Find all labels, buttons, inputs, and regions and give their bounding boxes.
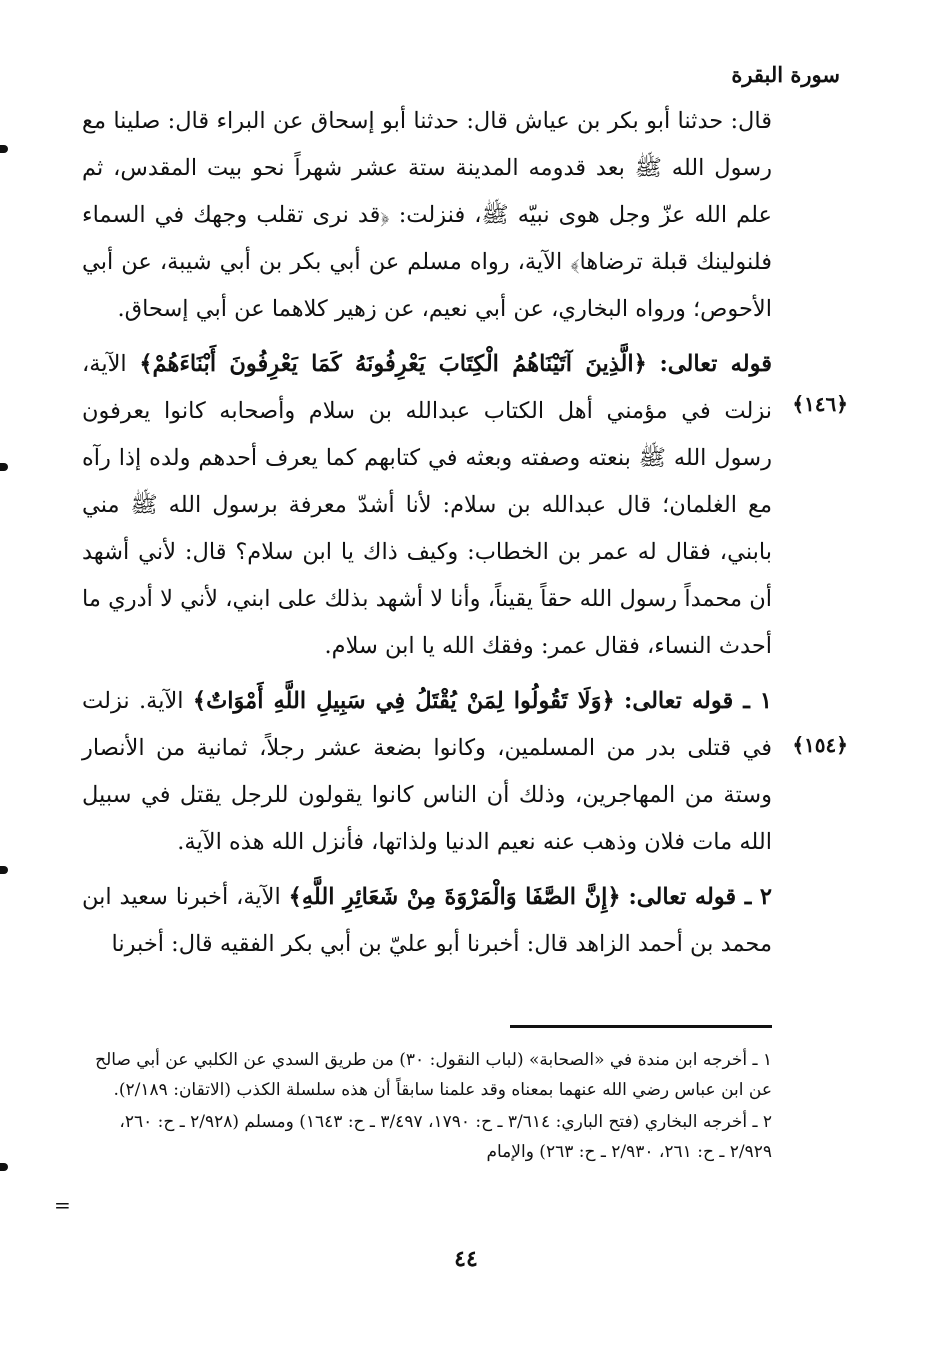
edge-dot-icon [0, 866, 8, 874]
paragraph [82, 678, 772, 866]
paragraph [82, 874, 772, 968]
edge-dot-icon [0, 145, 8, 153]
section-heading: ١ ـ قوله تعالى: [624, 688, 772, 714]
paragraph [82, 98, 772, 333]
continuation-mark: = [54, 1193, 71, 1217]
quran-quote: ﴿الَّذِينَ آتَيْنَاهُمُ الْكِتَابَ يَعْرِفُونَهُ كَمَا يَعْرِفُونَ أَبْنَاءَهُمْ﴾ [139, 351, 647, 377]
edge-dot-icon [0, 463, 8, 471]
running-head: سورة البقرة [731, 62, 840, 87]
paragraph-text: قال: حدثنا أبو بكر بن عياش قال: حدثنا أبو إسحاق عن البراء قال: صلينا مع رسول الله ﷺ بعد قدومه المدينة ستة عشر شهراً نحو بيت المقدس، ثم علم الله عزّ وجل هوى نبيّه ﷺ، فنزلت: ﴿قد نرى تقلب وجهك في السماء فلنولينك قبلة ترضاها﴾ الآية، رواه مسلم عن أبي بكر بن أبي شيبة، عن أبي الأحوص؛ ورواه البخاري، عن أبي نعيم، عن زهير كلاهما عن أبي إسحاق. [82, 108, 772, 322]
main-text [82, 98, 772, 968]
footnotes [82, 1045, 772, 1167]
paragraph-text: الآية، أخبرنا سعيد ابن محمد بن أحمد الزاهد قال: أخبرنا أبو عليّ بن أبي بكر الفقيه قال: أخبرنا [82, 884, 772, 957]
footnote-separator [510, 1025, 772, 1028]
section-heading: ٢ ـ قوله تعالى: [628, 884, 772, 910]
page-number: ٤٤ [454, 1246, 478, 1272]
paragraph [82, 341, 772, 670]
quran-quote: ﴿إِنَّ الصَّفَا وَالْمَرْوَةَ مِنْ شَعَائِرِ اللَّهِ﴾ [288, 884, 621, 910]
verse-number-marker: ﴿١٤٦﴾ [792, 392, 848, 416]
verse-number-marker: ﴿١٥٤﴾ [792, 733, 848, 757]
footnote: ١ ـ أخرجه ابن مندة في «الصحابة» (لباب النقول: ٣٠) من طريق السدي عن الكلبي عن أبي صالح عن ابن عباس رضي الله عنهما بمعناه وقد علمنا سابقاً أن هذه سلسلة الكذب (الاتقان: ٢/١٨٩). [95, 1050, 772, 1100]
paragraph-text: الآية، نزلت في مؤمني أهل الكتاب عبدالله بن سلام وأصحابه كانوا يعرفون رسول الله ﷺ بنعته وصفته وبعثه في كتابهم كما يعرف أحدهم ولده إذا رآه مع الغلمان؛ قال عبدالله بن سلام: لأنا أشدّ معرفة برسول الله ﷺ مني بابني، فقال له عمر بن الخطاب: وكيف ذاك يا ابن سلام؟ قال: لأني أشهد أن محمداً رسول الله حقاً يقيناً، وأنا لا أشهد بذلك على ابني، لأني لا أدري ما أحدث النساء، فقال عمر: وفقك الله يا ابن سلام. [82, 351, 772, 659]
footnote: ٢ ـ أخرجه البخاري (فتح الباري: ٣/٦١٤ ـ ح: ١٧٩٠، ٣/٤٩٧ ـ ح: ١٦٤٣) ومسلم (٢/٩٢٨ ـ ح: ٢٦٠، ٢/٩٢٩ ـ ح: ٢٦١، ٢/٩٣٠ ـ ح: ٢٦٣) والإمام [119, 1112, 772, 1162]
section-heading: قوله تعالى: [659, 351, 772, 377]
paragraph-text: الآية. نزلت في قتلى بدر من المسلمين، وكانوا بضعة عشر رجلاً، ثمانية من الأنصار وستة من المهاجرين، وذلك أن الناس كانوا يقولون للرجل يقتل في سبيل الله مات فلان وذهب عنه نعيم الدنيا ولذاتها، فأنزل الله هذه الآية. [82, 688, 772, 855]
quran-quote: ﴿وَلَا تَقُولُوا لِمَنْ يُقْتَلُ فِي سَبِيلِ اللَّهِ أَمْوَاتٌ﴾ [192, 688, 615, 714]
edge-dot-icon [0, 1163, 8, 1171]
